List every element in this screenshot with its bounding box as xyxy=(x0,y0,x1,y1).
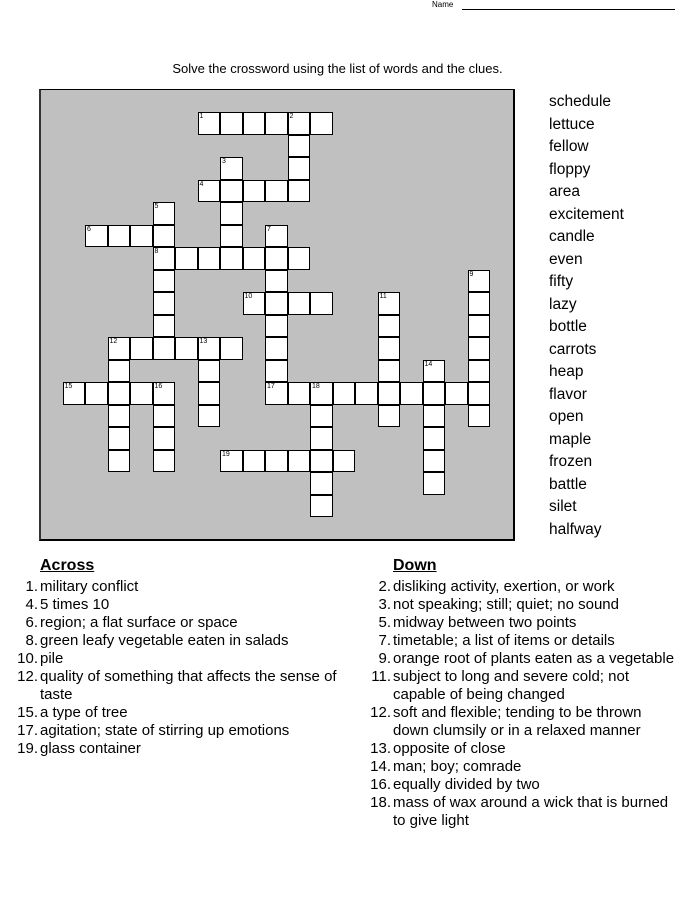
grid-cell[interactable] xyxy=(108,405,131,428)
grid-cell[interactable] xyxy=(423,405,446,428)
grid-cell[interactable] xyxy=(265,315,288,338)
grid-cell[interactable] xyxy=(468,315,491,338)
down-clue xyxy=(355,758,675,776)
grid-cell[interactable] xyxy=(333,450,356,473)
word-list-item: fifty xyxy=(549,273,574,290)
down-heading: Down xyxy=(393,557,437,574)
clue-number: 19. xyxy=(17,740,38,757)
word-list-item: lazy xyxy=(549,295,577,313)
down-clue xyxy=(355,614,675,632)
grid-cell[interactable] xyxy=(220,450,243,473)
word-list-item: battle xyxy=(549,475,587,493)
down-clue xyxy=(355,704,675,740)
across-clue xyxy=(0,704,345,722)
cell-number: 4 xyxy=(199,180,204,188)
grid-cell[interactable] xyxy=(468,337,491,360)
across-clue xyxy=(0,632,345,650)
grid-cell[interactable] xyxy=(310,427,333,450)
grid-cell[interactable] xyxy=(468,405,491,428)
clue-text: pile xyxy=(40,650,64,667)
grid-cell[interactable] xyxy=(153,247,176,270)
cell-number: 8 xyxy=(154,248,159,255)
grid-cell[interactable] xyxy=(153,337,176,360)
cell-number: 18 xyxy=(312,383,320,390)
clue-text: agitation; state of stirring up emotions xyxy=(40,722,290,739)
clue-number: 9. xyxy=(378,650,391,667)
grid-cell[interactable] xyxy=(130,382,153,405)
grid-cell[interactable] xyxy=(153,270,176,293)
cell-number: 19 xyxy=(222,450,230,458)
grid-cell[interactable] xyxy=(265,450,288,473)
grid-cell[interactable] xyxy=(198,360,221,383)
grid-cell[interactable] xyxy=(85,382,108,405)
word-list-item: halfway xyxy=(549,520,602,538)
grid-cell[interactable] xyxy=(175,337,198,360)
clue-number: 6. xyxy=(25,614,38,631)
grid-cell[interactable] xyxy=(468,292,491,315)
grid-cell[interactable] xyxy=(310,472,333,495)
clue-number: 17. xyxy=(17,722,38,739)
grid-cell[interactable] xyxy=(108,382,131,405)
grid-cell[interactable] xyxy=(288,135,311,158)
grid-cell[interactable] xyxy=(220,247,243,270)
grid-cell[interactable] xyxy=(198,112,221,135)
clue-text: orange root of plants eaten as a vegetable xyxy=(393,650,675,667)
grid-cell[interactable] xyxy=(310,382,333,405)
across-clue xyxy=(0,668,345,704)
cell-number: 2 xyxy=(289,113,294,120)
clue-number: 10. xyxy=(17,650,38,667)
grid-cell[interactable] xyxy=(220,180,243,203)
clue-number: 18. xyxy=(370,794,391,811)
word-list-item: carrots xyxy=(549,340,597,358)
grid-cell[interactable] xyxy=(130,337,153,360)
clue-number: 13. xyxy=(370,740,391,757)
grid-cell[interactable] xyxy=(378,315,401,338)
name-label: Name xyxy=(432,0,454,9)
grid-cell[interactable] xyxy=(220,337,243,360)
word-list-item: area xyxy=(549,183,581,200)
name-field[interactable] xyxy=(462,9,675,10)
grid-cell[interactable] xyxy=(220,112,243,135)
grid-cell[interactable] xyxy=(423,450,446,473)
clue-number: 4. xyxy=(25,596,38,613)
grid-cell[interactable] xyxy=(198,180,221,203)
grid-cell[interactable] xyxy=(265,112,288,135)
word-list xyxy=(549,91,624,541)
clue-text: glass container xyxy=(40,740,141,757)
across-clue xyxy=(0,578,345,596)
clue-text: mass of wax around a wick that is burned to give light xyxy=(393,794,669,829)
clue-text: military conflict xyxy=(40,578,139,595)
grid-cell[interactable] xyxy=(423,382,446,405)
grid-cell[interactable] xyxy=(378,360,401,383)
grid-cell[interactable] xyxy=(310,450,333,473)
word-list-item: flavor xyxy=(549,385,587,403)
grid-cell[interactable] xyxy=(265,337,288,360)
grid-cell[interactable] xyxy=(220,225,243,248)
down-clue xyxy=(355,596,675,614)
across-clue xyxy=(0,722,345,740)
grid-cell[interactable] xyxy=(108,337,131,360)
clue-text: quality of something that affects the sense of taste xyxy=(40,668,337,703)
grid-cell[interactable] xyxy=(288,180,311,203)
clue-text: equally divided by two xyxy=(393,776,540,793)
cell-number: 14 xyxy=(424,360,433,368)
grid-cell[interactable] xyxy=(153,450,176,473)
across-clue xyxy=(0,596,345,614)
clue-text: timetable; a list of items or details xyxy=(393,632,615,649)
word-list-item: frozen xyxy=(549,453,593,470)
clue-text: not speaking; still; quiet; no sound xyxy=(393,596,619,613)
grid-cell[interactable] xyxy=(108,450,131,473)
down-clue xyxy=(355,578,675,596)
clue-text: subject to long and severe cold; not capable of being changed xyxy=(393,668,629,703)
grid-cell[interactable] xyxy=(288,247,311,270)
word-list-item: open xyxy=(549,408,584,425)
word-list-item: candle xyxy=(549,228,595,245)
clue-number: 5. xyxy=(378,614,391,631)
grid-cell[interactable] xyxy=(378,405,401,428)
grid-cell[interactable] xyxy=(153,405,176,428)
clue-number: 14. xyxy=(370,758,391,775)
cell-number: 13 xyxy=(199,338,208,345)
grid-cell[interactable] xyxy=(265,292,288,315)
cell-number: 9 xyxy=(469,270,474,278)
cell-number: 10 xyxy=(244,293,253,300)
grid-cell[interactable] xyxy=(288,157,311,180)
cell-number: 6 xyxy=(87,225,91,233)
word-list-item: even xyxy=(549,250,583,268)
grid-cell[interactable] xyxy=(63,382,86,405)
cell-number: 3 xyxy=(222,158,226,165)
word-list-item: fellow xyxy=(549,138,589,155)
grid-cell[interactable] xyxy=(243,292,266,315)
grid-cell[interactable] xyxy=(85,225,108,248)
grid-cell[interactable] xyxy=(220,157,243,180)
clue-text: green leafy vegetable eaten in salads xyxy=(40,632,289,649)
grid-cell[interactable] xyxy=(153,202,176,225)
down-clue xyxy=(355,740,675,758)
clue-number: 1. xyxy=(25,578,38,595)
grid-cell[interactable] xyxy=(423,360,446,383)
clue-text: midway between two points xyxy=(393,614,577,631)
word-list-item: heap xyxy=(549,363,584,380)
grid-cell[interactable] xyxy=(153,382,176,405)
grid-cell[interactable] xyxy=(130,225,153,248)
word-list-item: schedule xyxy=(549,93,612,110)
grid-cell[interactable] xyxy=(153,315,176,338)
clue-text: disliking activity, exertion, or work xyxy=(393,578,615,595)
word-list-item: lettuce xyxy=(549,115,595,133)
instructions: Solve the crossword using the list of words and the clues. xyxy=(172,61,503,76)
cell-number: 15 xyxy=(64,383,73,390)
grid-cell[interactable] xyxy=(108,225,131,248)
grid-cell[interactable] xyxy=(153,427,176,450)
word-list-item: silet xyxy=(549,498,577,515)
grid-cell[interactable] xyxy=(175,247,198,270)
cell-number: 5 xyxy=(154,203,159,210)
grid-cell[interactable] xyxy=(198,405,221,428)
clue-number: 12. xyxy=(370,704,391,721)
cell-number: 1 xyxy=(199,113,204,120)
across-heading: Across xyxy=(40,557,95,574)
across-clue xyxy=(0,614,345,632)
cell-number: 11 xyxy=(379,293,387,300)
grid-cell[interactable] xyxy=(265,382,288,405)
word-list-item: bottle xyxy=(549,318,587,335)
clue-number: 16. xyxy=(370,776,391,793)
grid-cell[interactable] xyxy=(153,292,176,315)
grid-cell[interactable] xyxy=(468,270,491,293)
grid-cell[interactable] xyxy=(310,112,333,135)
grid-cell[interactable] xyxy=(378,382,401,405)
grid-cell[interactable] xyxy=(355,382,378,405)
clue-text: region; a flat surface or space xyxy=(40,614,238,631)
word-list-item: maple xyxy=(549,430,592,448)
grid-cell[interactable] xyxy=(333,382,356,405)
across-clue xyxy=(0,650,345,668)
grid-cell[interactable] xyxy=(310,495,333,518)
cell-number: 7 xyxy=(267,225,271,233)
grid-cell[interactable] xyxy=(265,247,288,270)
grid-cell[interactable] xyxy=(198,337,221,360)
across-clues xyxy=(0,557,345,758)
clue-text: opposite of close xyxy=(393,740,506,757)
grid-cell[interactable] xyxy=(243,450,266,473)
grid-cell[interactable] xyxy=(378,292,401,315)
clue-number: 12. xyxy=(17,668,38,685)
grid-cell[interactable] xyxy=(310,292,333,315)
grid-cell[interactable] xyxy=(378,337,401,360)
cell-number: 17 xyxy=(267,383,275,390)
down-clue xyxy=(355,794,675,830)
grid-cell[interactable] xyxy=(468,360,491,383)
grid-cell[interactable] xyxy=(108,427,131,450)
grid-cell[interactable] xyxy=(243,112,266,135)
clue-number: 11. xyxy=(371,668,391,685)
clue-number: 2. xyxy=(378,578,391,595)
grid-cell[interactable] xyxy=(265,360,288,383)
grid-cell[interactable] xyxy=(423,472,446,495)
grid-cell[interactable] xyxy=(198,382,221,405)
across-clue xyxy=(0,740,345,758)
grid-cell[interactable] xyxy=(288,112,311,135)
grid-cell[interactable] xyxy=(400,382,423,405)
down-clues xyxy=(355,557,675,830)
grid-cell[interactable] xyxy=(243,247,266,270)
down-clue xyxy=(355,632,675,650)
grid-cell[interactable] xyxy=(243,180,266,203)
grid-cell[interactable] xyxy=(265,270,288,293)
grid-cell[interactable] xyxy=(198,247,221,270)
grid-cell[interactable] xyxy=(288,292,311,315)
clue-number: 7. xyxy=(378,632,391,649)
grid-cell[interactable] xyxy=(288,382,311,405)
word-list-item: excitement xyxy=(549,205,624,223)
clue-text: soft and flexible; tending to be thrown down clumsily or in a relaxed manner xyxy=(393,704,642,739)
cell-number: 12 xyxy=(109,338,118,345)
grid-cell[interactable] xyxy=(310,405,333,428)
down-clue xyxy=(355,650,675,668)
down-clue xyxy=(355,776,675,794)
grid-cell[interactable] xyxy=(445,382,468,405)
grid-cell[interactable] xyxy=(423,427,446,450)
grid-cell[interactable] xyxy=(108,360,131,383)
cell-number: 16 xyxy=(154,383,163,390)
grid-cell[interactable] xyxy=(265,225,288,248)
grid-cell[interactable] xyxy=(153,225,176,248)
grid-cell[interactable] xyxy=(220,202,243,225)
clue-number: 8. xyxy=(25,632,38,649)
grid-cell[interactable] xyxy=(468,382,491,405)
word-list-item: floppy xyxy=(549,160,591,178)
clue-text: 5 times 10 xyxy=(40,596,110,613)
clue-number: 3. xyxy=(378,596,391,613)
clue-text: man; boy; comrade xyxy=(393,758,522,775)
clue-number: 15. xyxy=(17,704,38,721)
down-clue xyxy=(355,668,675,704)
grid-cell[interactable] xyxy=(288,450,311,473)
grid-cell[interactable] xyxy=(265,180,288,203)
clue-text: a type of tree xyxy=(40,704,128,721)
